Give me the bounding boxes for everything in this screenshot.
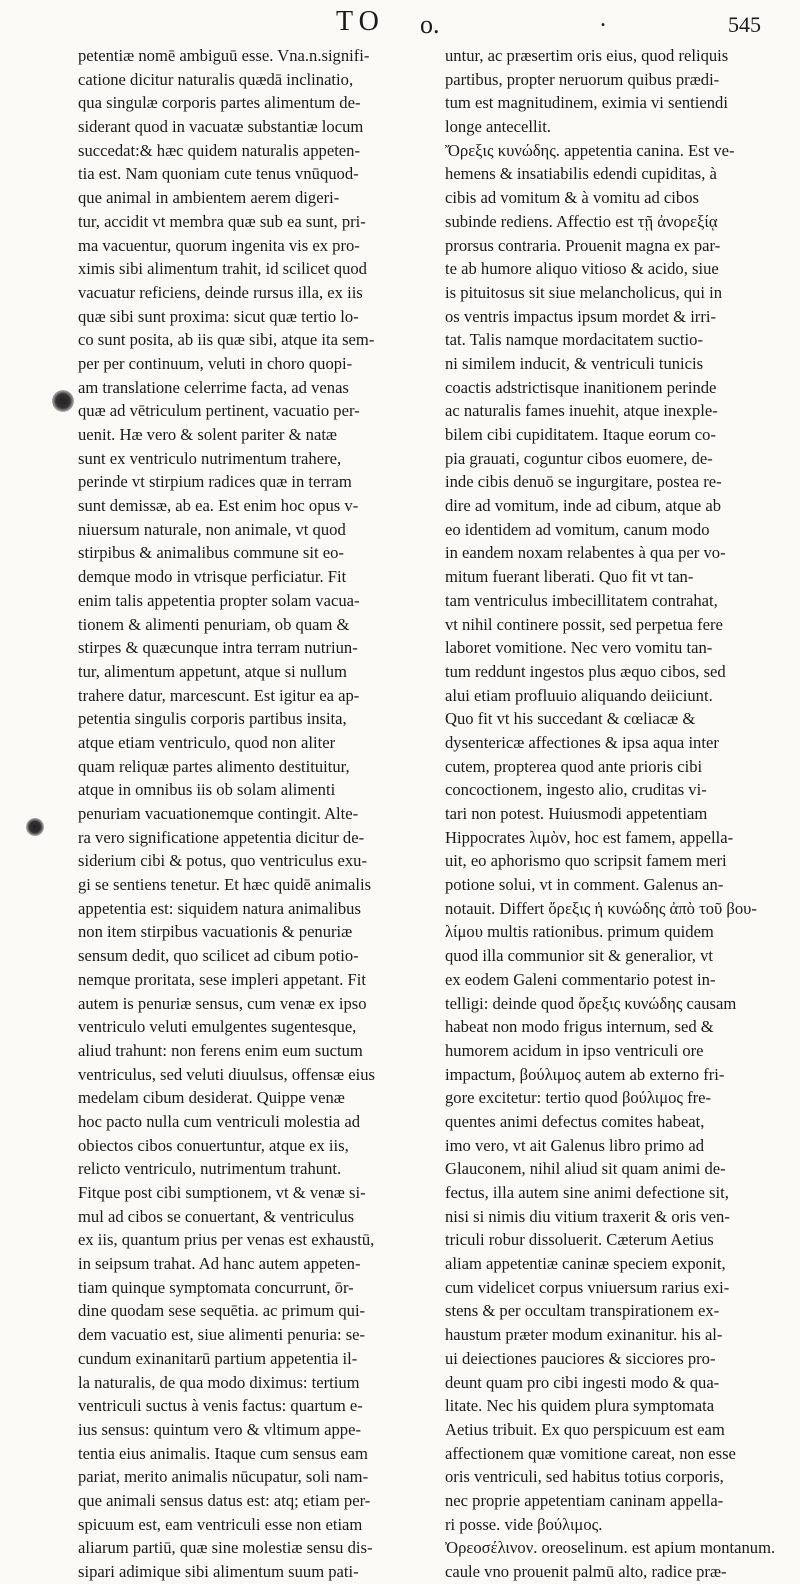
text-line: dire ad vomitum, inde ad cibum, atque ab (445, 496, 722, 516)
text-line: stirpes & quæcunque intra terram nutriun- (78, 638, 358, 658)
text-line: trahere datur, marcescunt. Est igitur ea ap- (78, 685, 360, 705)
text-line: hoc pacto nulla cum ventriculi molestia ad (78, 1111, 361, 1131)
text-line: litate. Nec his quidem plura symptomata (445, 1396, 715, 1416)
text-line: nisi si nimis diu vitium traxerit & oris ven- (445, 1206, 730, 1226)
text-line: dem vacuatio est, siue alimenti penuria: se- (78, 1325, 366, 1345)
text-line: telligi: deinde quod ὄρεξις κυνώδης causam (445, 993, 737, 1013)
header-dot: . (600, 6, 606, 32)
text-line: Quo fit vt his succedant & cœliacæ & (445, 709, 696, 729)
text-line: tia est. Nam quoniam cute tenus vnūquod- (78, 164, 359, 184)
text-line: am translatione celerrime facta, ad venas (78, 377, 349, 397)
text-line: Ὄρεξις κυνώδης. appetentia canina. Est ve- (445, 140, 735, 160)
text-line: Ὀρεοσέλινον. oreoselinum. est apium montanum. (445, 1538, 776, 1558)
text-line: catione dicitur naturalis quædā inclinatio, (78, 69, 354, 89)
text-line: os ventris impactus ipsum mordet & irri- (445, 306, 716, 326)
text-line: partibus, propter neruorum quibus prædi- (445, 69, 720, 89)
text-line: appetentia est: siquidem natura animalibus (78, 898, 361, 918)
text-line: ra vero significatione appetentia dicitur de- (78, 827, 365, 847)
text-line: tari non potest. Huiusmodi appetentiam (445, 804, 708, 823)
text-line: nec proprie appetentiam caninam appella- (445, 1490, 724, 1510)
text-line: tiam quinque symptomata concurrunt, ōr- (78, 1277, 354, 1297)
text-line: tam ventriculus imbecillitatem contrahat, (445, 590, 718, 610)
text-line: succedat:& hæc quidem naturalis appeten- (78, 140, 360, 160)
text-line: mitum fuerant liberati. Quo fit vt tan- (445, 567, 694, 587)
text-line: te ab humore aliquo vitioso & acido, siue (445, 259, 719, 279)
text-line: que animali sensus datus est: atq; etiam per- (78, 1490, 371, 1510)
text-line: que animal in ambientem aerem digeri- (78, 188, 340, 208)
text-line: nemque proritata, sese impleri appetant. Fit (78, 969, 367, 989)
running-header (0, 6, 800, 42)
text-line: ri posse. vide βούλιμος. (445, 1514, 603, 1534)
text-line: tum est magnitudinem, eximia vi sentiendi (445, 93, 728, 113)
text-line: autem is penuriæ sensus, cum venæ ex ipso (78, 993, 367, 1013)
text-line: ventriculus, sed veluti diuulsus, offensæ eius (78, 1064, 375, 1084)
text-line: tentia eius animalis. Itaque cum sensus eam (78, 1443, 368, 1463)
text-line: caule vno prouenit palmū alto, radice præ- (445, 1562, 727, 1581)
text-line: petentiæ nomē ambiguū esse. Vna.n.signifi- (78, 46, 370, 65)
text-line: ventriculi suctus à venis factus: quartum e- (78, 1396, 363, 1416)
text-line: tionem & alimenti penuriam, ob quam & (78, 614, 350, 634)
text-line: aliud trahunt: non ferens enim eum suctum (78, 1040, 363, 1060)
text-line: ui deiectiones pauciores & sicciores pro- (445, 1348, 716, 1368)
text-line: subinde rediens. Affectio est τῇ ἀνορεξίᾳ (445, 211, 718, 231)
text-line: Hippocrates λιμὸν, hoc est famem, appella- (445, 827, 734, 847)
text-line: vacuatur reficiens, deinde rursus illa, ex iis (78, 282, 363, 302)
text-line: is pituitosus sit siue melancholicus, qui in (445, 282, 723, 302)
text-line: ex iis, quantum prius per venas est exhaustū, (78, 1230, 375, 1250)
text-line: in eandem noxam relabentes à qua per vo- (445, 543, 726, 563)
text-line: affectionem quæ vomitione careat, non esse (445, 1443, 736, 1463)
text-line: hemens & insatiabilis edendi cupiditas, à (445, 164, 717, 184)
text-line: stens & per occultam transpirationem ex- (445, 1301, 720, 1321)
text-line: perinde vt stirpium radices quæ in terram (78, 472, 352, 492)
text-line: imo vero, vt ait Galenus libro primo ad (445, 1135, 704, 1155)
text-line: medelam cibum desiderat. Quippe venæ (78, 1088, 345, 1108)
text-line: longe antecellit. (445, 117, 551, 137)
ink-blot-upper (52, 390, 74, 412)
text-line: uit, eo aphorismo quo scripsit famem meri (445, 851, 727, 871)
text-line: uenit. Hæ vero & solent pariter & natæ (78, 425, 337, 444)
text-line: cum videlicet corpus vniuersum rarius exi- (445, 1277, 730, 1297)
text-line: notauit. Differt ὄρεξις ἡ κυνώδης ἀπὸ τοῦ βου- (445, 898, 757, 918)
text-line: humorem acidum in ipso ventriculi ore (445, 1040, 704, 1060)
right-text-column (445, 44, 797, 1584)
text-line: quæ sibi sunt proxima: sicut quæ tertio lo- (78, 306, 359, 326)
text-line: petentia singulis corporis partibus insita, (78, 709, 347, 729)
text-line: habeat non modo frigus internum, sed & (445, 1017, 714, 1037)
text-line: pariat, merito animalis nūcupatur, soli nam- (78, 1467, 369, 1487)
text-line: obiectos cibos conuertuntur, atque ex iis, (78, 1135, 349, 1155)
text-line: tur, alimentum appetunt, atque si nullum (78, 661, 347, 681)
text-line: triculi robur dissoluerit. Cæterum Aetius (445, 1230, 714, 1250)
text-line: siderant quod in vacuatæ substantiæ locum (78, 117, 364, 137)
text-line: fectus, illa autem sine animi defectione sit, (445, 1183, 729, 1202)
text-line: sunt demissæ, ab ea. Est enim hoc opus v- (78, 496, 359, 516)
ink-blot-lower (26, 818, 44, 836)
text-line: in seipsum trahat. Ad hanc autem appeten- (78, 1254, 361, 1274)
text-line: untur, ac præsertim oris eius, quod reliquis (445, 46, 729, 65)
text-line: la naturalis, de qua modo diximus: tertium (78, 1372, 360, 1392)
text-line: prorsus contraria. Prouenit magna ex par- (445, 235, 721, 255)
text-line: bilem cibi cupiditatem. Itaque eorum co- (445, 425, 716, 444)
text-line: qua singulæ corporis partes alimentum de- (78, 93, 361, 113)
text-line: deunt quam pro cibi ingesti modo & qua- (445, 1372, 720, 1392)
text-line: sunt ex ventriculo nutrimentum trahere, (78, 448, 342, 468)
text-line: quentes animi defectus comites habeat, (445, 1111, 705, 1131)
text-line: enim talis appetentia propter solam vacua- (78, 590, 360, 610)
text-line: sipari adimique sibi alimentum suum pati- (78, 1562, 359, 1581)
text-line: quod illa communior sit & generalior, vt (445, 946, 714, 966)
text-line: relicto ventriculo, nutrimentum trahunt. (78, 1159, 342, 1179)
text-line: concoctionem, ingesto alio, cruditas vi- (445, 780, 707, 800)
text-line: penuriam vacuationemque contingit. Alte- (78, 804, 359, 823)
text-line: atque etiam ventriculo, quod non aliter (78, 732, 336, 752)
text-line: stirpibus & animalibus commune sit eo- (78, 543, 344, 563)
text-line: potione solui, vt in comment. Galenus an- (445, 875, 724, 895)
text-line: λίμου multis rationibus. primum quidem (445, 922, 714, 942)
text-line: quæ ad vētriculum pertinent, vacuatio per- (78, 401, 360, 421)
text-line: Glauconem, nihil aliud sit quam animi de- (445, 1159, 726, 1179)
text-line: cibis ad vomitum & à vomitu ad cibos (445, 188, 699, 208)
text-line: niuersum naturale, non animale, vt quod (78, 519, 346, 539)
text-line: oris ventriculi, sed habitus totius corporis, (445, 1467, 724, 1487)
text-line: ex eodem Galeni commentario potest in- (445, 969, 716, 989)
text-line: sensum dedit, quo scilicet ad cibum potio- (78, 946, 359, 966)
text-line: ac naturalis fames inuehit, atque inexple- (445, 401, 718, 421)
text-line: dysentericæ affectiones & ipsa aqua inter (445, 732, 719, 752)
text-line: non item stirpibus vacuationis & penuriæ (78, 922, 353, 942)
text-line: tat. Talis namque mordacitatem suctio- (445, 330, 703, 350)
text-line: per per continuum, veluti in choro quopi- (78, 353, 353, 373)
text-line: ventriculo veluti emulgentes sugentesque, (78, 1017, 357, 1037)
text-line: cutem, propterea quod ante prioris cibi (445, 756, 703, 776)
text-line: laboret vomitione. Nec vero vomitu tan- (445, 638, 713, 658)
text-line: aliarum partiū, quæ sine molestiæ sensu dis- (78, 1538, 373, 1558)
text-line: impactum, βούλιμος autem ab externo fri- (445, 1064, 725, 1084)
text-line: ius sensus: quintum vero & vltimum appe- (78, 1419, 361, 1439)
text-line: mul ad cibos se conuertant, & ventriculus (78, 1206, 355, 1226)
text-line: dine quodam sese sequētia. ac primum qui- (78, 1301, 366, 1321)
text-line: demque modo in vtrisque perficiatur. Fit (78, 567, 347, 587)
text-line: coactis adstrictisque inanitionem perinde (445, 377, 717, 397)
text-line: cundum exinanitarū partium appetentia il- (78, 1348, 358, 1368)
text-line: siderium cibi & potus, quo ventriculus exu- (78, 851, 367, 871)
text-line: ma vacuentur, quorum ingenita vis ex pro- (78, 235, 360, 255)
text-line: gi se sentiens tenetur. Et hæc quidē animalis (78, 875, 372, 895)
text-line: vt nihil continere possit, sed perpetua fere (445, 614, 723, 634)
section-letter: o. (420, 10, 440, 39)
text-line: Fitque post cibi sumptionem, vt & venæ si- (78, 1183, 366, 1202)
text-line: co sunt posita, ab iis quæ sibi, atque ita sem- (78, 330, 375, 350)
text-line: tum reddunt ingestos plus æquo cibos, sed (445, 661, 726, 681)
text-line: gore excitetur: tertio quod βούλιμος fre- (445, 1088, 712, 1108)
text-line: Aetius tribuit. Ex quo perspicuum est eam (445, 1419, 725, 1439)
text-line: pia grauati, coguntur cibos euomere, de- (445, 448, 713, 468)
left-text-column (78, 44, 432, 1584)
running-title: TO (336, 6, 385, 37)
text-line: ximis sibi alimentum trahit, id scilicet quod (78, 259, 367, 279)
text-line: spicuum est, eam ventriculi esse non etiam (78, 1514, 363, 1534)
text-line: ni similem inducit, & ventriculi tunicis (445, 353, 704, 373)
text-line: eo identidem ad vomitum, canum modo (445, 519, 710, 539)
text-line: atque in omnibus iis ob solam alimenti (78, 780, 336, 800)
page-number: 545 (728, 12, 761, 37)
text-line: aliam appetentiæ caninæ speciem exponit, (445, 1254, 726, 1274)
text-line: quam reliquæ partes alimento destituitur, (78, 756, 350, 776)
text-line: alui etiam profluuio aliquando deiiciunt. (445, 685, 713, 705)
text-line: haustum præter modum exinanitur. his al- (445, 1325, 723, 1345)
text-line: tur, accidit vt membra quæ sub ea sunt, pri- (78, 211, 366, 231)
text-line: inde cibis denuō se ingurgitare, postea re- (445, 472, 722, 492)
